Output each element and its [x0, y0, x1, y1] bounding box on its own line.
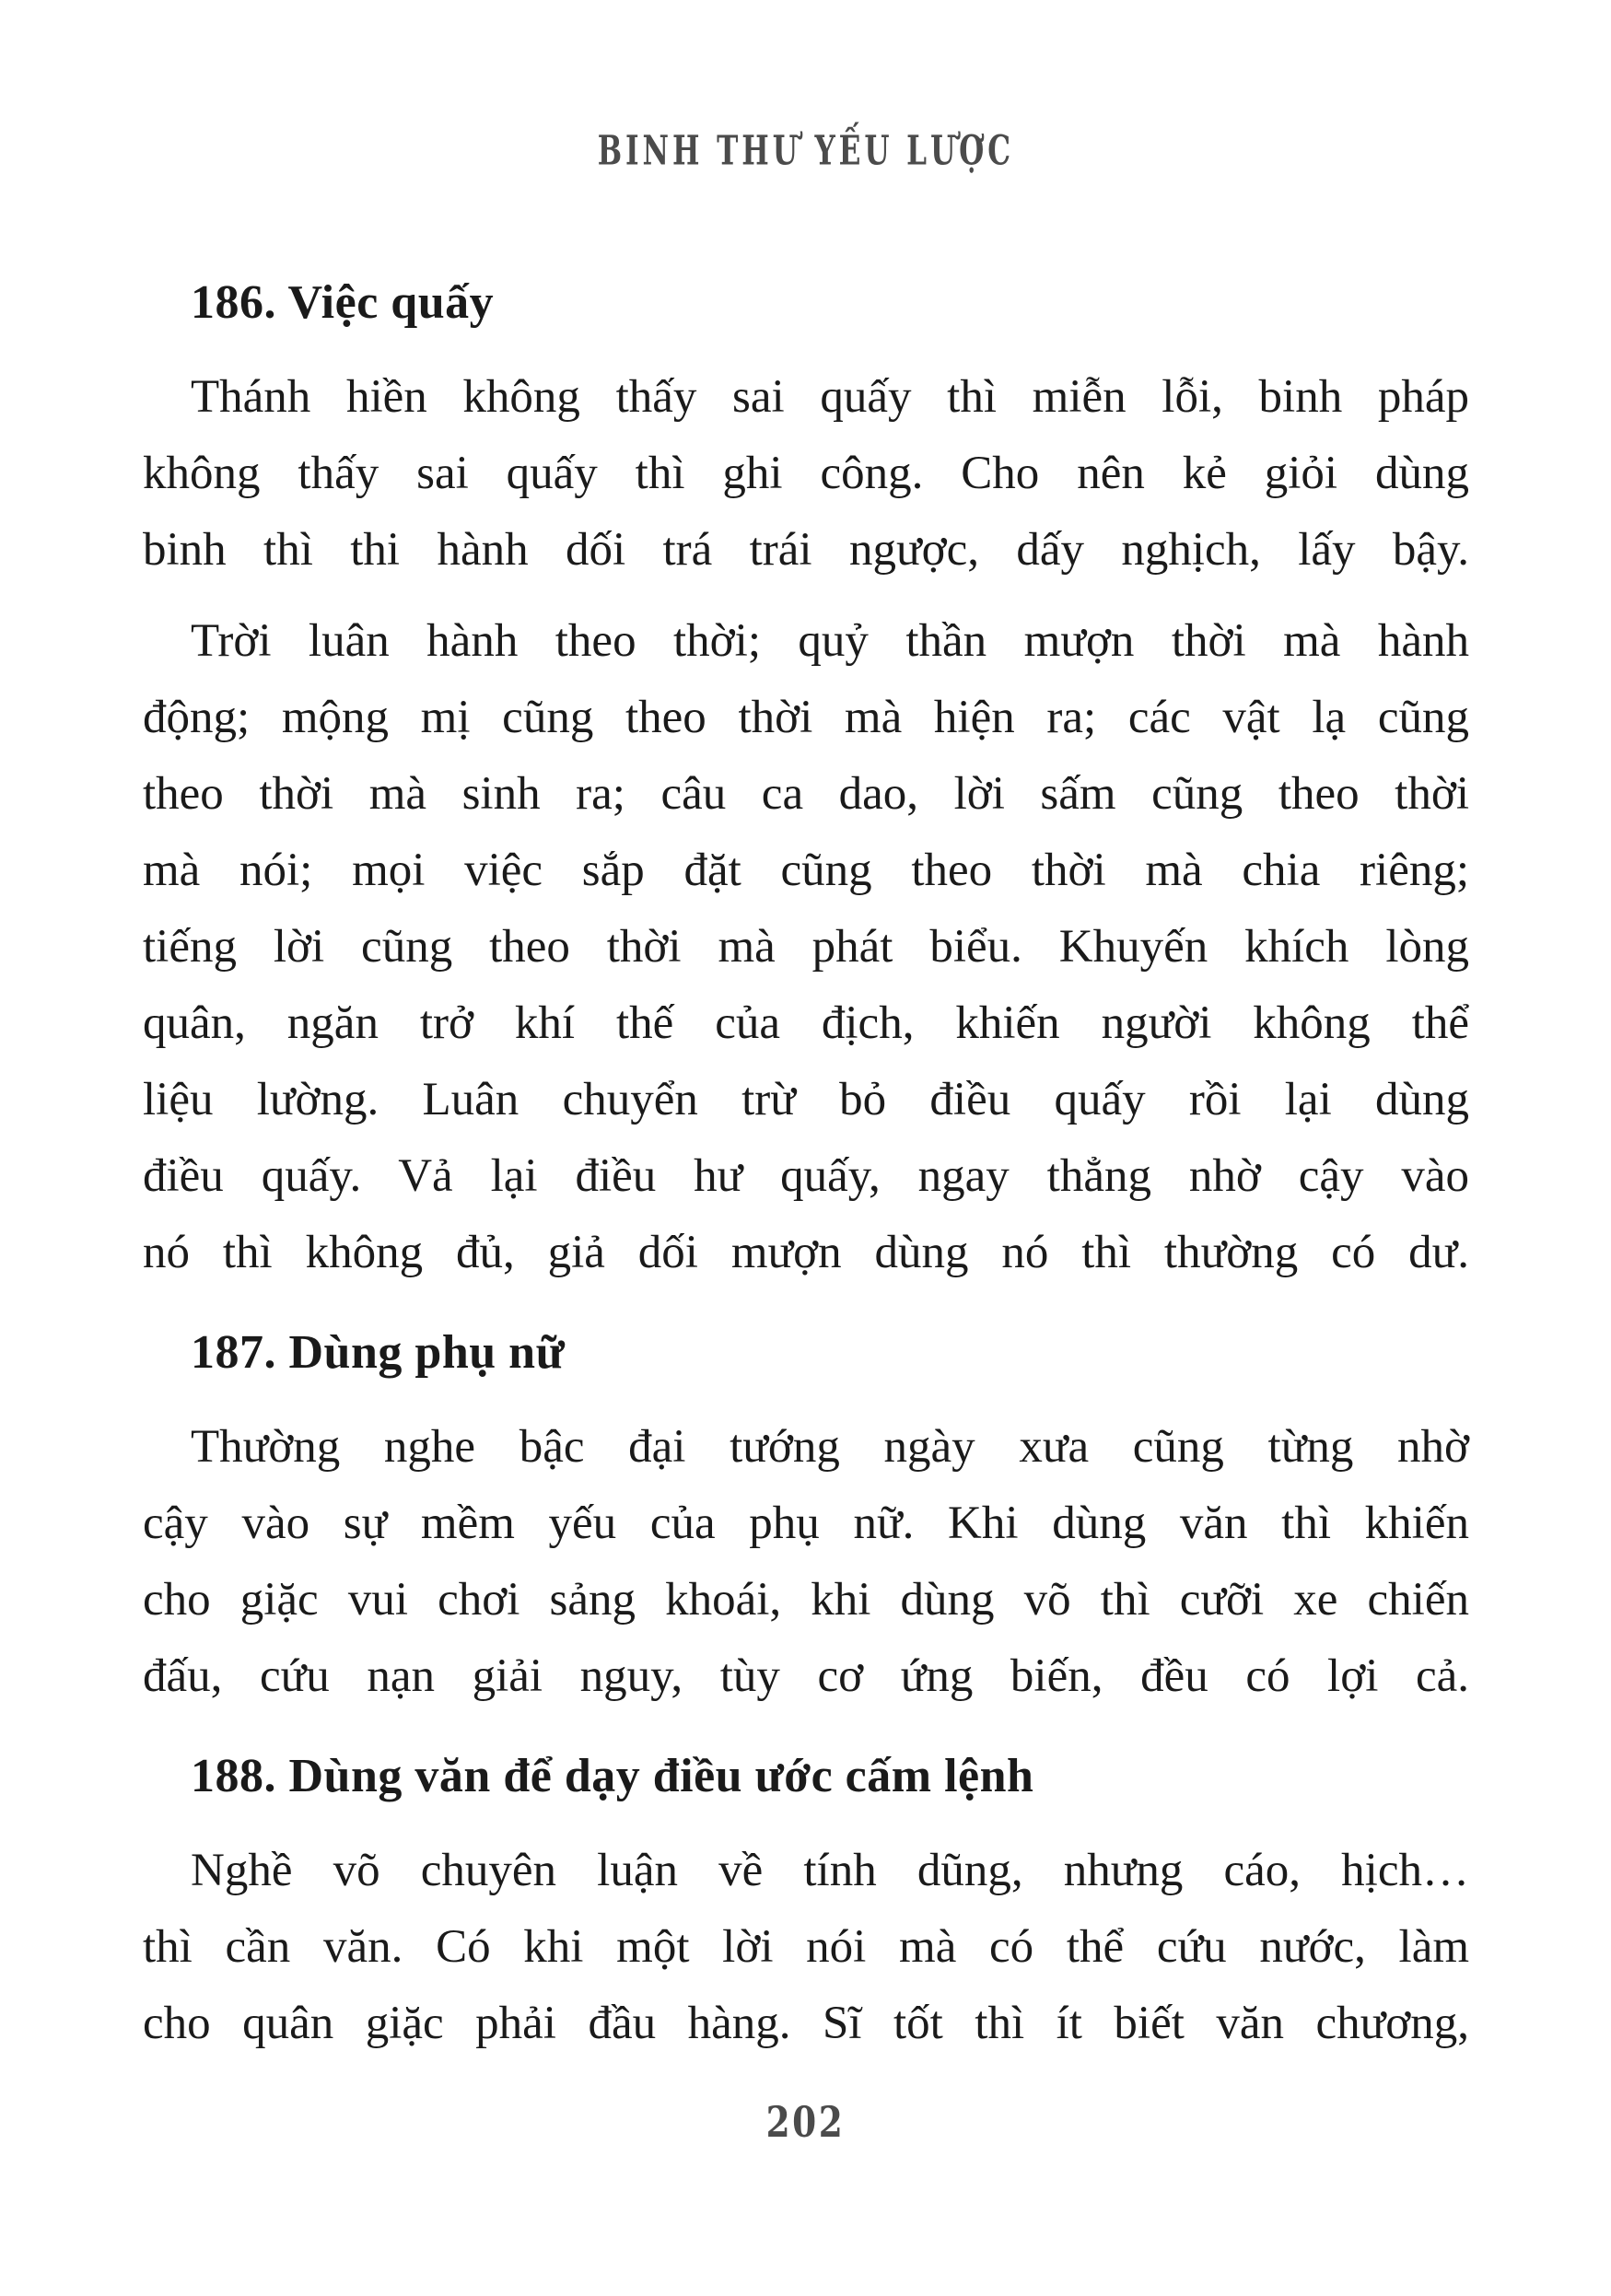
paragraph [143, 359, 1469, 589]
paragraph-line: Nghề võ chuyên luận về tính dũng, nhưng cáo, hịch… [191, 1845, 1469, 1896]
paragraph-line: thì cần văn. Có khi một lời nói mà có thể cứu nước, làm [143, 1921, 1469, 1973]
paragraph-line: tiếng lời cũng theo thời mà phát biểu. Khuyến khích lòng [143, 921, 1469, 973]
paragraph-line: đấu, cứu nạn giải nguy, tùy cơ ứng biến, đều có lợi cả. [143, 1650, 1469, 1702]
paragraph-line: quân, ngăn trở khí thế của địch, khiến người không thể [143, 997, 1469, 1049]
page-number [0, 2098, 1611, 2148]
paragraph-line: nó thì không đủ, giả dối mượn dùng nó thì thường có dư. [143, 1227, 1469, 1278]
paragraph-line: không thấy sai quấy thì ghi công. Cho nên kẻ giỏi dùng [143, 448, 1469, 499]
paragraph-line: Thánh hiền không thấy sai quấy thì miễn lỗi, binh pháp [191, 371, 1469, 423]
paragraph-line: điều quấy. Vả lại điều hư quấy, ngay thẳng nhờ cậy vào [143, 1150, 1469, 1202]
paragraph [143, 1833, 1469, 2062]
paragraph [143, 1409, 1469, 1715]
paragraph-line: binh thì thi hành dối trá trái ngược, dấy nghịch, lấy bậy. [143, 524, 1469, 576]
paragraph-line: cho quân giặc phải đầu hàng. Sĩ tốt thì ít biết văn chương, [143, 1998, 1469, 2049]
running-head-text: BINH THƯ YẾU LƯỢC [597, 127, 1014, 175]
paragraph-line: động; mộng mị cũng theo thời mà hiện ra; các vật lạ cũng [143, 692, 1469, 743]
paragraph-line: Trời luân hành theo thời; quỷ thần mượn thời mà hành [191, 615, 1469, 667]
section-heading-188: 188. Dùng văn để dạy điều ước cấm lệnh [191, 1750, 1034, 1802]
page-number-text: 202 [765, 2098, 846, 2148]
paragraph-line: cậy vào sự mềm yếu của phụ nữ. Khi dùng văn thì khiến [143, 1498, 1469, 1549]
paragraph-line: cho giặc vui chơi sảng khoái, khi dùng võ thì cưỡi xe chiến [143, 1574, 1469, 1626]
text-column [143, 0, 1469, 2062]
paragraph-line: Thường nghe bậc đại tướng ngày xưa cũng từng nhờ [191, 1421, 1469, 1473]
paragraph-line: liệu lường. Luân chuyển trừ bỏ điều quấy rồi lại dùng [143, 1074, 1469, 1125]
paragraph [143, 603, 1469, 1291]
paragraph-line: theo thời mà sinh ra; câu ca dao, lời sấm cũng theo thời [143, 768, 1469, 820]
paragraph-line: mà nói; mọi việc sắp đặt cũng theo thời mà chia riêng; [143, 845, 1469, 896]
section-heading-187: 187. Dùng phụ nữ [191, 1326, 566, 1379]
section-heading-186: 186. Việc quấy [191, 276, 495, 329]
